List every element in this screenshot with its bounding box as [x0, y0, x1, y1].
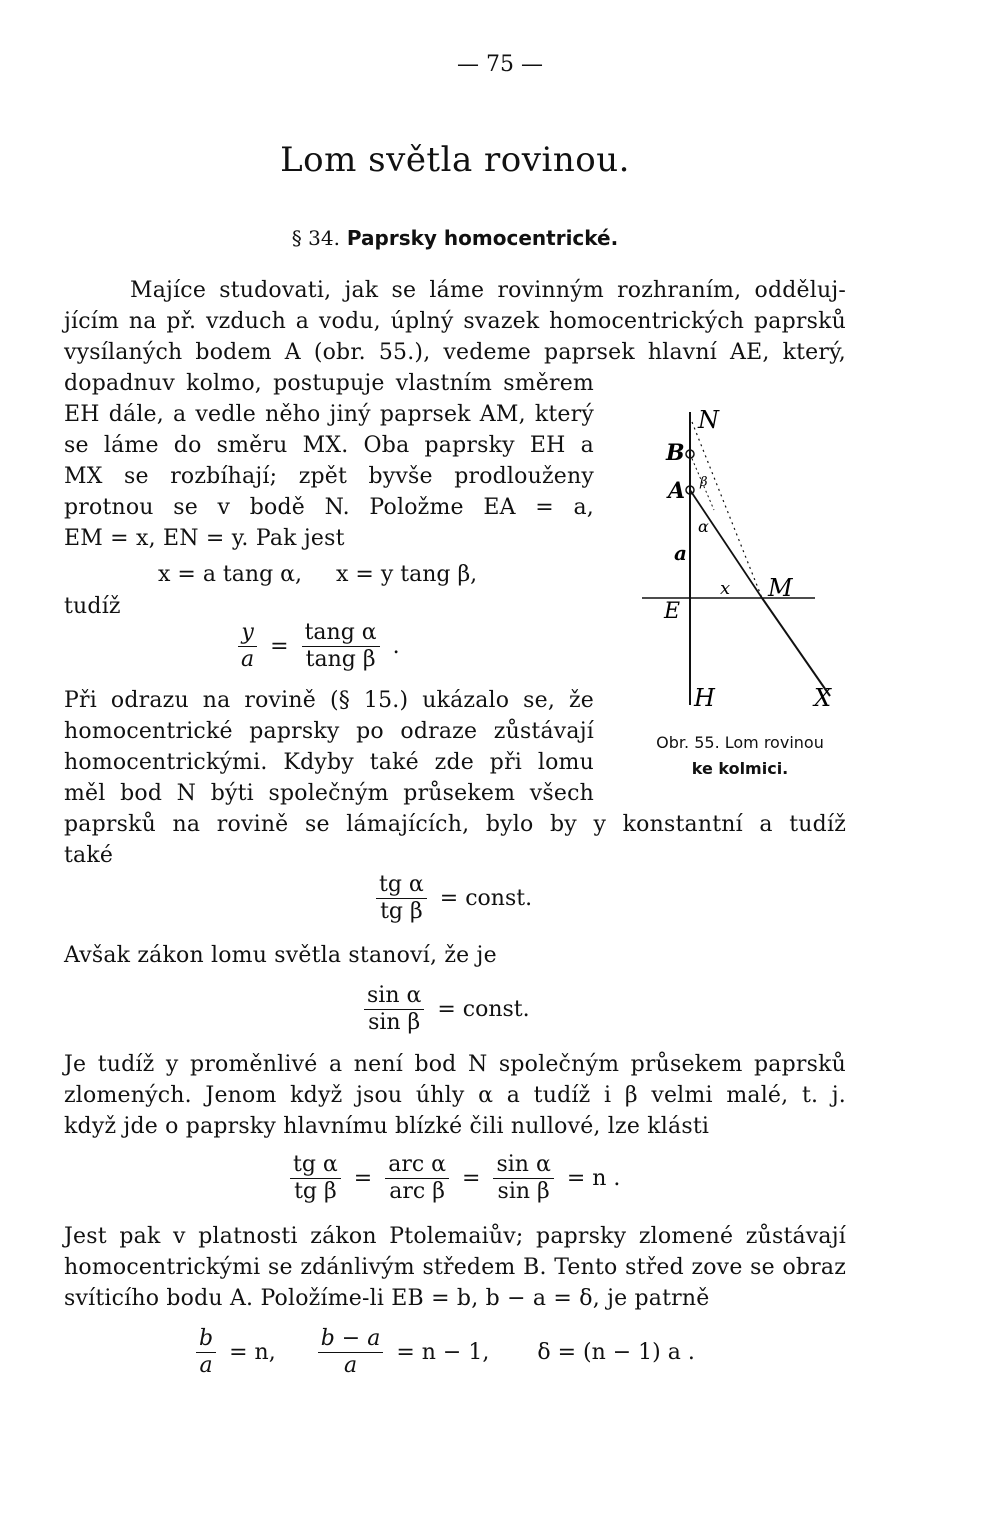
label-beta: β — [700, 475, 708, 490]
p5-line2: homocentrickými se zdánlivým středem B. Tento střed zove se obraz — [64, 1255, 846, 1280]
label-alpha: α — [698, 517, 709, 536]
p2-line4: měl bod N býti společným průsekem všech — [64, 781, 594, 806]
p1-line9: EM = x, EN = y. Pak jest — [64, 526, 345, 551]
p2-line3: homocentrickými. Kdyby také zde při lomu — [64, 750, 594, 775]
numerator-b-minus-a: b − a — [318, 1326, 384, 1353]
p1-line1: Majíce studovati, jak se láme rovinným rozhraním, odděluj- — [130, 278, 846, 303]
label-m: M — [768, 574, 793, 602]
rhs-n: = n, — [229, 1340, 276, 1365]
denominator-tang-beta: tang β — [305, 647, 376, 672]
numerator-sin: sin α — [493, 1152, 553, 1179]
caption-line1: Obr. 55. Lom rovinou — [656, 733, 824, 752]
label-a: A — [668, 478, 686, 504]
fraction-sin-ratio — [364, 983, 424, 1036]
fraction-b-over-a — [196, 1326, 216, 1379]
p4-line3: když jde o paprsky hlavnímu blízké čili nullové, lze klásti — [64, 1114, 710, 1139]
denominator-a: a — [241, 647, 255, 672]
p1-line3: vysílaných bodem A (obr. 55.), vedeme paprsek hlavní AE, který, — [64, 340, 846, 365]
p2-line2: homocentrické paprsky po odraze zůstávají — [64, 719, 594, 744]
const-rhs: = const. — [439, 886, 533, 911]
label-segment-a: a — [674, 541, 687, 565]
p1-line2: jícím na př. vzduch a vodu, úplný svazek homocentrických paprsků — [64, 309, 846, 334]
formula1-right: x = y tang β, — [336, 562, 478, 587]
section-title: Paprsky homocentrické. — [346, 226, 619, 250]
p2-line6: také — [64, 843, 114, 868]
denominator-sin-beta: sin β — [368, 1010, 421, 1035]
label-h: H — [694, 684, 715, 712]
fraction-y-over-a — [238, 620, 257, 673]
fraction-b-minus-a — [318, 1326, 384, 1379]
fraction-arc — [385, 1152, 449, 1205]
p1-line7: MX se rozbíhají; zpět byvše prodlouženy — [64, 464, 594, 489]
label-n: N — [698, 406, 719, 434]
p5-line1: Jest pak v platnosti zákon Ptolemaiův; paprsky zlomené zůstávají — [64, 1224, 846, 1249]
formula-final — [196, 1326, 701, 1379]
formula2-period: . — [392, 634, 400, 659]
formula-tg-const — [376, 872, 538, 925]
formula-equal-ratios — [290, 1152, 626, 1205]
chapter-title: Lom světla rovinou. — [280, 140, 630, 180]
denominator-a2: a — [343, 1353, 358, 1378]
p2-line1: Při odrazu na rovině (§ 15.) ukázalo se, že — [64, 688, 594, 713]
word-tudiz: tudíž — [64, 594, 121, 619]
p1-line6: se láme do směru MX. Oba paprsky EH a — [64, 433, 594, 458]
p1-line4: dopadnuv kolmo, postupuje vlastním směrem — [64, 371, 594, 396]
equals-n: = n . — [566, 1166, 621, 1191]
section-sign: § 34. — [291, 226, 340, 250]
equals-sign: = — [270, 634, 289, 659]
p5-line3: svíticího bodu A. Položíme-li EB = b, b − a = δ, je patrně — [64, 1286, 710, 1311]
label-e: E — [664, 599, 681, 624]
rhs-n-minus-1: = n − 1, — [396, 1340, 490, 1365]
formula-sin-const — [364, 983, 536, 1036]
p1-line8: protnou se v bodě N. Položme EA = a, — [64, 495, 594, 520]
page-number: — 75 — — [457, 52, 543, 77]
numerator-b: b — [196, 1326, 216, 1353]
fraction-tg-ratio — [376, 872, 427, 925]
p2-line5: paprsků na rovině se lámajících, bylo by y konstantní a tudíž — [64, 812, 846, 837]
figure-refraction-diagram — [630, 400, 860, 720]
numerator-sin-alpha: sin α — [364, 983, 424, 1010]
section-heading — [0, 226, 910, 250]
ray-mx — [762, 598, 830, 696]
denominator-a1: a — [199, 1353, 213, 1378]
numerator-arc: arc α — [385, 1152, 449, 1179]
p3-line: Avšak zákon lomu světla stanoví, že je — [64, 943, 497, 968]
numerator-tang-alpha: tang α — [302, 620, 380, 647]
formula1-left: x = a tang α, — [158, 562, 302, 587]
denominator-tg-beta: tg β — [380, 899, 423, 924]
numerator-tg: tg α — [290, 1152, 341, 1179]
fraction-tg — [290, 1152, 341, 1205]
denominator-tg: tg β — [294, 1179, 337, 1204]
p4-line2: zlomených. Jenom když jsou úhly α a tudíž i β velmi malé, t. j. — [64, 1083, 846, 1108]
equals-2: = — [462, 1166, 481, 1191]
label-x-upper: X — [814, 684, 832, 712]
equals-1: = — [353, 1166, 373, 1191]
fraction-tang-ratio — [302, 620, 380, 673]
delta-equation: δ = (n − 1) a . — [537, 1340, 695, 1365]
figure-caption — [622, 730, 858, 782]
denominator-sin: sin β — [497, 1179, 550, 1204]
denominator-arc: arc β — [389, 1179, 445, 1204]
label-x: x — [720, 578, 731, 599]
caption-line2: ke kolmici. — [691, 759, 789, 778]
label-b: B — [666, 440, 685, 466]
fraction-sin — [493, 1152, 553, 1205]
const-rhs-sin: = const. — [437, 997, 530, 1022]
p4-line1: Je tudíž y proměnlivé a není bod N společným průsekem paprsků — [64, 1052, 846, 1077]
p1-line5: EH dále, a vedle něho jiný paprsek AM, který — [64, 402, 594, 427]
numerator-y: y — [238, 620, 257, 647]
numerator-tg-alpha: tg α — [376, 872, 427, 899]
formula-x-tangents — [158, 562, 477, 587]
formula-ratio-tang — [238, 620, 406, 673]
